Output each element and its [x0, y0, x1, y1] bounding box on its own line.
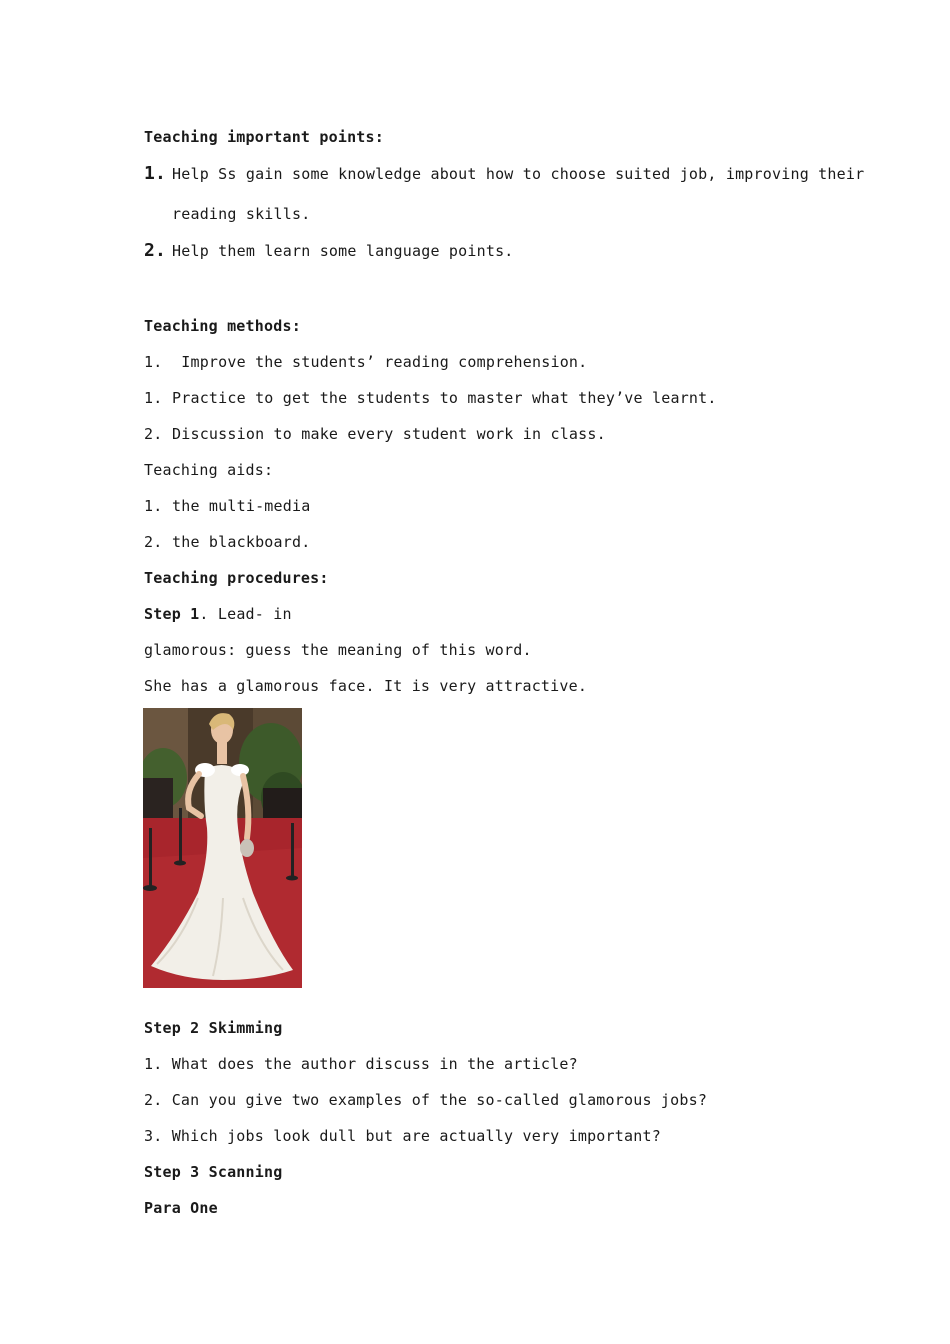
step2-heading: Step 2 Skimming: [144, 1019, 283, 1037]
list-text: Help Ss gain some knowledge about how to choose suited job, improving their: [172, 165, 865, 183]
skimming-question: 2. Can you give two examples of the so-called glamorous jobs?: [144, 1091, 708, 1109]
method-item: [144, 388, 717, 408]
method-item: [144, 424, 606, 444]
important-point-1-continuation: reading skills.: [172, 205, 311, 223]
woman-in-white-gown-photo: [143, 708, 302, 988]
list-text: Practice to get the students to master what they’ve learnt.: [172, 389, 717, 407]
vocab-line: glamorous: guess the meaning of this word.: [144, 641, 532, 659]
list-number: 2.: [144, 425, 163, 443]
list-number: 1.: [144, 353, 163, 371]
list-text: Help them learn some language points.: [172, 242, 514, 260]
list-number: 2.: [144, 533, 163, 551]
step1-title: . Lead- in: [199, 605, 292, 623]
step1-label: Step 1: [144, 605, 200, 623]
step3-heading: Step 3 Scanning: [144, 1163, 283, 1181]
aid-item: [144, 532, 310, 552]
aids-heading: Teaching aids:: [144, 461, 274, 479]
list-text: the blackboard.: [172, 533, 311, 551]
important-point-1: [144, 164, 864, 184]
para-one-heading: Para One: [144, 1199, 218, 1217]
important-points-heading: Teaching important points:: [144, 128, 384, 146]
list-text: the multi-media: [172, 497, 311, 515]
step1-line: [144, 604, 292, 624]
list-text: Improve the students’ reading comprehension.: [172, 353, 588, 371]
method-item: [144, 352, 587, 372]
procedures-heading: Teaching procedures:: [144, 569, 329, 587]
list-number: 1.: [144, 163, 167, 184]
aid-item: [144, 496, 310, 516]
list-number: 1.: [144, 497, 163, 515]
list-text: Discussion to make every student work in class.: [172, 425, 606, 443]
skimming-question: 3. Which jobs look dull but are actually very important?: [144, 1127, 661, 1145]
example-sentence: She has a glamorous face. It is very attractive.: [144, 677, 588, 695]
methods-heading: Teaching methods:: [144, 317, 301, 335]
list-number: 2.: [144, 240, 167, 261]
important-point-2: [144, 241, 514, 261]
list-number: 1.: [144, 389, 163, 407]
skimming-question: 1. What does the author discuss in the article?: [144, 1055, 578, 1073]
